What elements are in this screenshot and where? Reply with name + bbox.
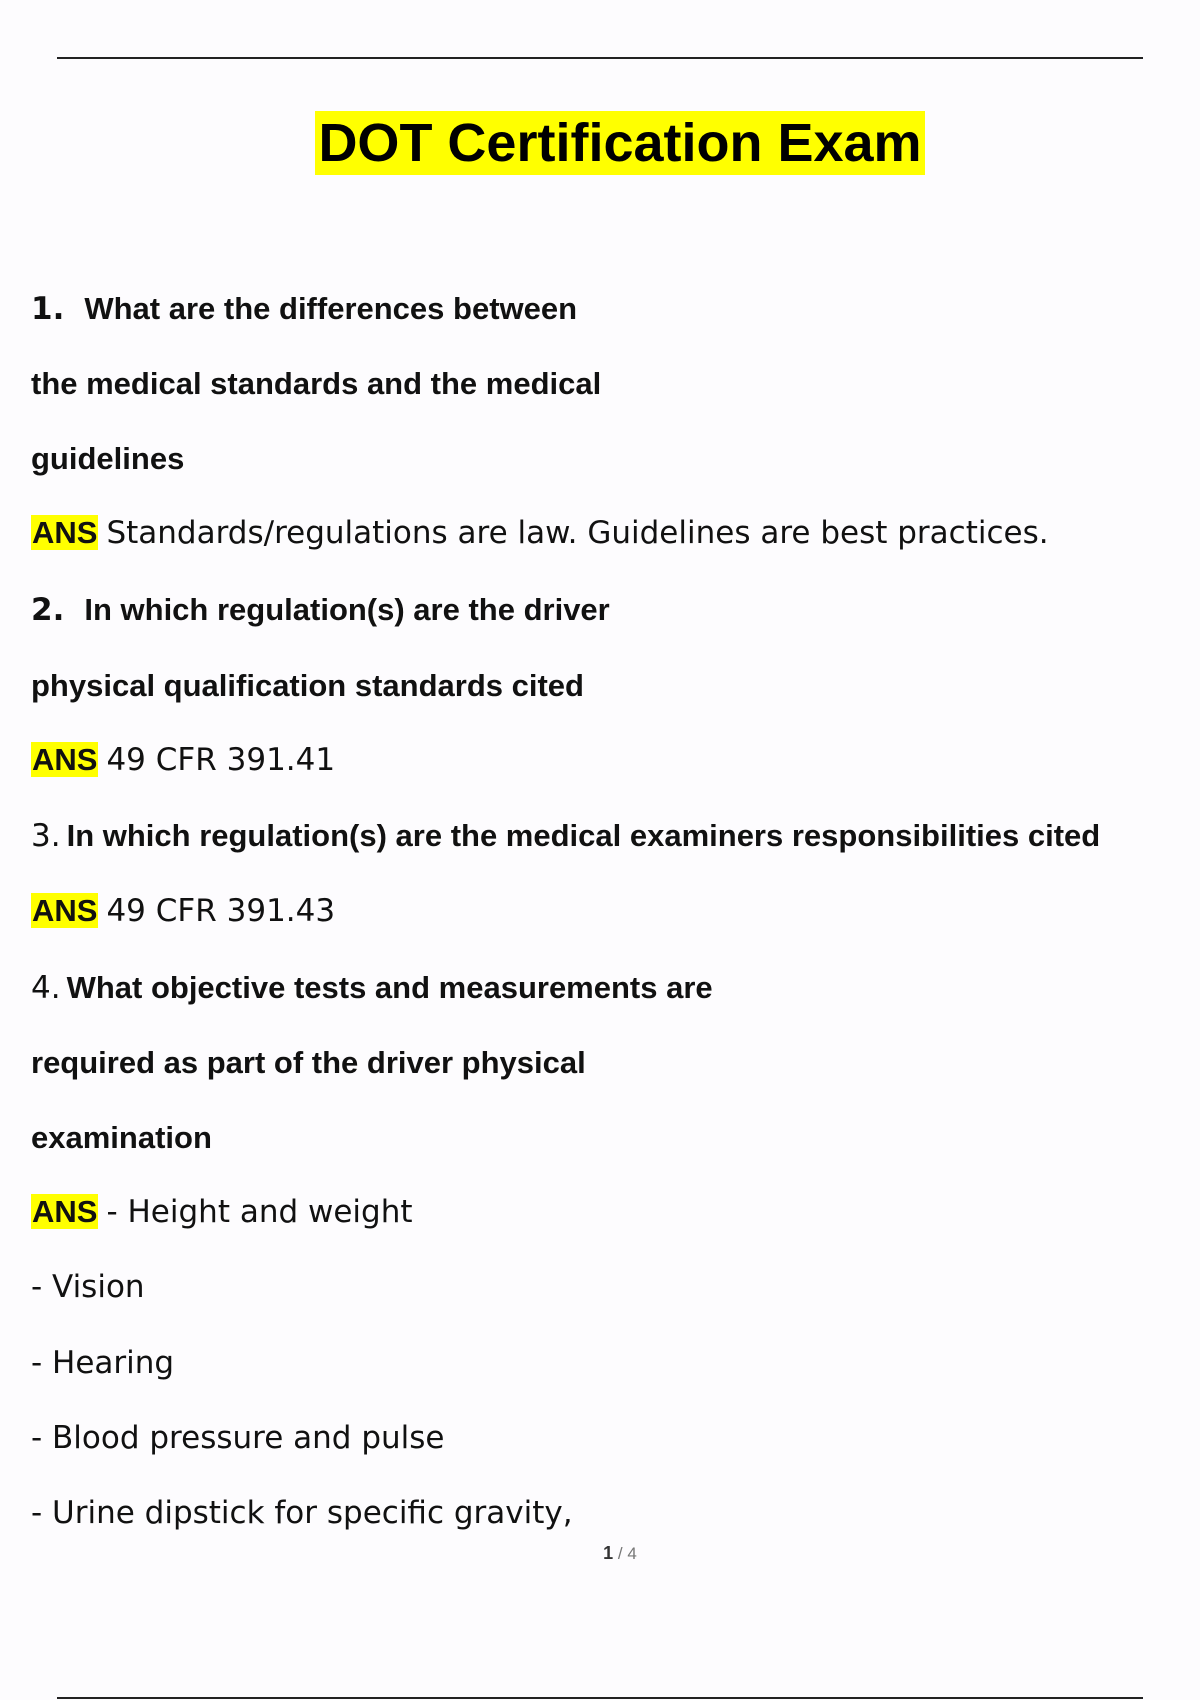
question-3-text-1: In which regulation(s) are the medical examiners responsibilities cited [66, 818, 1101, 853]
answer-1-text: Standards/regulations are law. Guidelines are best practices. [106, 515, 1049, 551]
question-4-number: 4. [31, 970, 61, 1006]
top-rule [57, 57, 1143, 59]
answer-3 [31, 891, 335, 931]
question-1-text-1: What are the differences between [84, 291, 578, 326]
title-container [0, 111, 1200, 175]
question-2-text-1: In which regulation(s) are the driver [84, 592, 610, 627]
question-2-number: 2. [31, 592, 65, 628]
answer-2 [31, 740, 335, 780]
question-4-line-1 [31, 968, 713, 1008]
answer-4-item-2: - Vision [31, 1269, 145, 1305]
ans-highlight-tag: ANS [32, 515, 98, 550]
ans-highlight-tag: ANS [32, 1194, 98, 1229]
question-1-line-3: guidelines [31, 441, 185, 476]
question-3-line-1 [31, 816, 1100, 856]
ans-highlight-tag: ANS [32, 742, 98, 777]
question-4-line-2: required as part of the driver physical [31, 1045, 586, 1080]
answer-2-text: 49 CFR 391.41 [106, 742, 336, 778]
total-pages: / 4 [617, 1544, 637, 1563]
answer-3-text: 49 CFR 391.43 [106, 893, 336, 929]
answer-4-item-4: - Blood pressure and pulse [31, 1420, 445, 1456]
answer-4-item-5: - Urine dipstick for specific gravity, [31, 1495, 573, 1531]
question-3-number: 3. [31, 818, 61, 854]
question-2-line-2: physical qualification standards cited [31, 668, 584, 703]
question-4-line-3: examination [31, 1120, 212, 1155]
answer-1 [31, 513, 1049, 553]
question-2-line-1 [31, 590, 610, 630]
question-1-line-2: the medical standards and the medical [31, 366, 602, 401]
answer-4-item-3: - Hearing [31, 1345, 175, 1381]
question-1-number: 1. [31, 291, 65, 327]
answer-4-item-1: - Height and weight [106, 1194, 413, 1230]
answer-4-line-1 [31, 1192, 413, 1232]
question-4-text-1: What objective tests and measurements are [66, 970, 713, 1005]
question-1-line-1 [31, 289, 577, 329]
page-indicator [0, 1543, 1200, 1564]
current-page: 1 [603, 1543, 614, 1563]
bottom-rule [57, 1697, 1143, 1699]
ans-highlight-tag: ANS [32, 893, 98, 928]
document-title: DOT Certification Exam [315, 111, 924, 175]
